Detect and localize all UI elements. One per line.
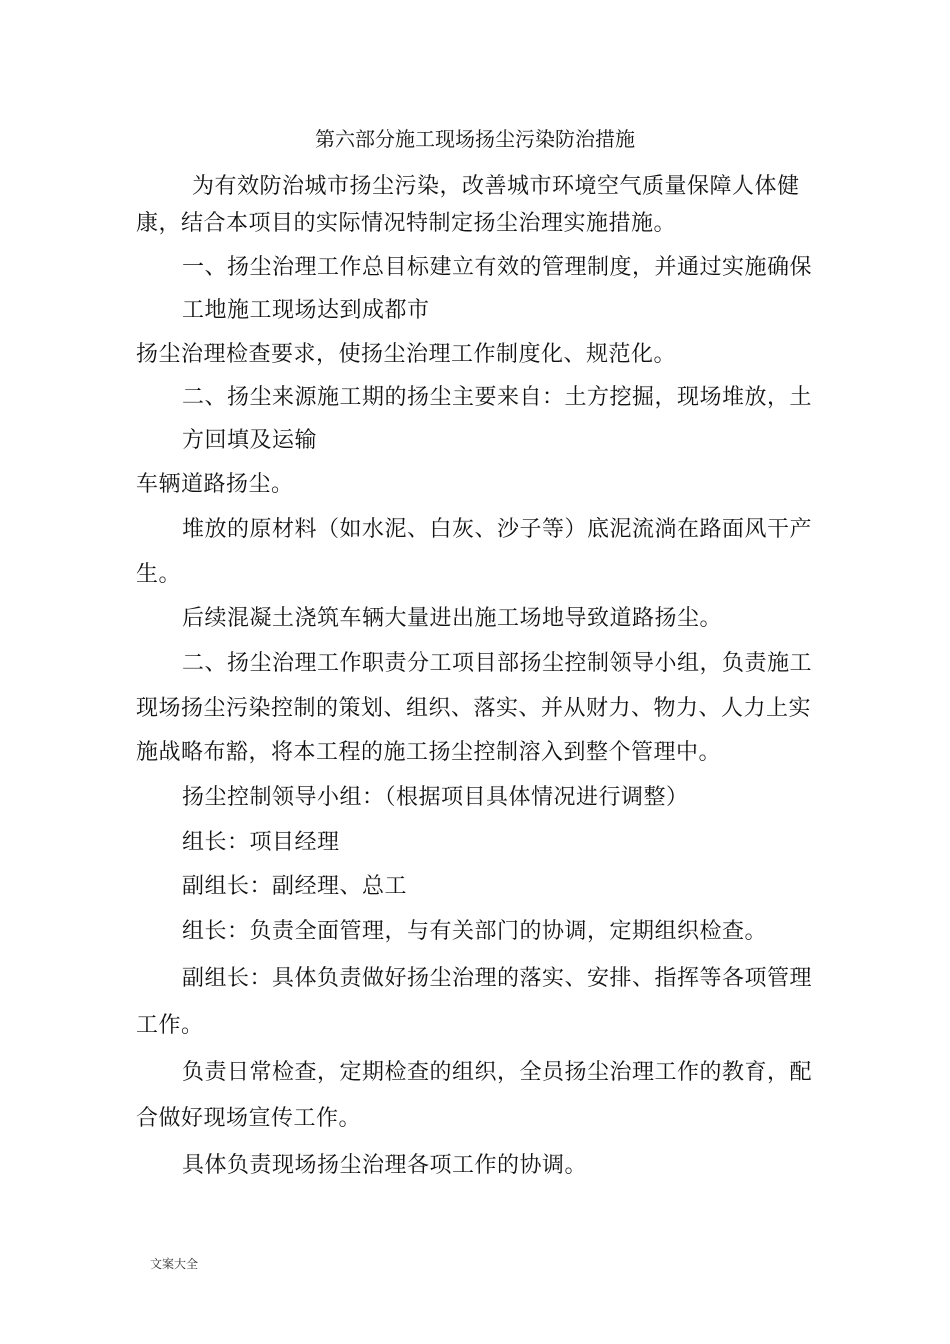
text-line-1: 为有效防治城市扬尘污染，改善城市环境空气质量保障人体健 — [192, 174, 800, 199]
text-line-2: 康，结合本项目的实际情况特制定扬尘治理实施措施。 — [136, 211, 677, 236]
text-line-18: 组长：负责全面管理，与有关部门的协调，定期组织检查。 — [182, 919, 768, 944]
text-line-17: 副组长：副经理、总工 — [182, 874, 408, 899]
text-line-9: 堆放的原材料（如水泥、白灰、沙子等）底泥流淌在路面风干产 — [182, 517, 813, 542]
text-line-15: 扬尘控制领导小组：（根据项目具体情况进行调整） — [182, 785, 689, 810]
text-line-7: 方回填及运输 — [182, 428, 318, 453]
text-line-4: 工地施工现场达到成都市 — [182, 298, 430, 323]
text-line-21: 负责日常检查，定期检查的组织，全员扬尘治理工作的教育，配 — [182, 1060, 813, 1085]
text-line-8: 车辆道路扬尘。 — [136, 472, 294, 497]
footer-label: 文案大全 — [150, 1257, 199, 1271]
text-line-16: 组长：项目经理 — [182, 830, 340, 855]
text-line-11: 后续混凝土浇筑车辆大量进出施工场地导致道路扬尘。 — [182, 606, 723, 631]
text-line-14: 施战略布豁，将本工程的施工扬尘控制溶入到整个管理中。 — [136, 740, 722, 765]
text-line-13: 现场扬尘污染控制的策划、组织、落实、并从财力、物力、人力上实 — [136, 696, 812, 721]
text-line-6: 二、扬尘来源施工期的扬尘主要来自：土方挖掘，现场堆放，土 — [182, 385, 813, 410]
text-line-12: 二、扬尘治理工作职责分工项目部扬尘控制领导小组，负责施工 — [182, 651, 813, 676]
text-line-20: 工作。 — [136, 1013, 204, 1038]
text-line-22: 合做好现场宣传工作。 — [136, 1106, 362, 1131]
document-title: 第六部分施工现场扬尘污染防治措施 — [315, 127, 635, 151]
text-line-19: 副组长：具体负责做好扬尘治理的落实、安排、指挥等各项管理 — [182, 966, 813, 991]
text-line-5: 扬尘治理检查要求，使扬尘治理工作制度化、规范化。 — [136, 342, 677, 367]
text-line-23: 具体负责现场扬尘治理各项工作的协调。 — [182, 1153, 588, 1178]
text-line-10: 生。 — [136, 562, 182, 587]
text-line-3: 一、扬尘治理工作总目标建立有效的管理制度，并通过实施确保 — [182, 255, 813, 280]
